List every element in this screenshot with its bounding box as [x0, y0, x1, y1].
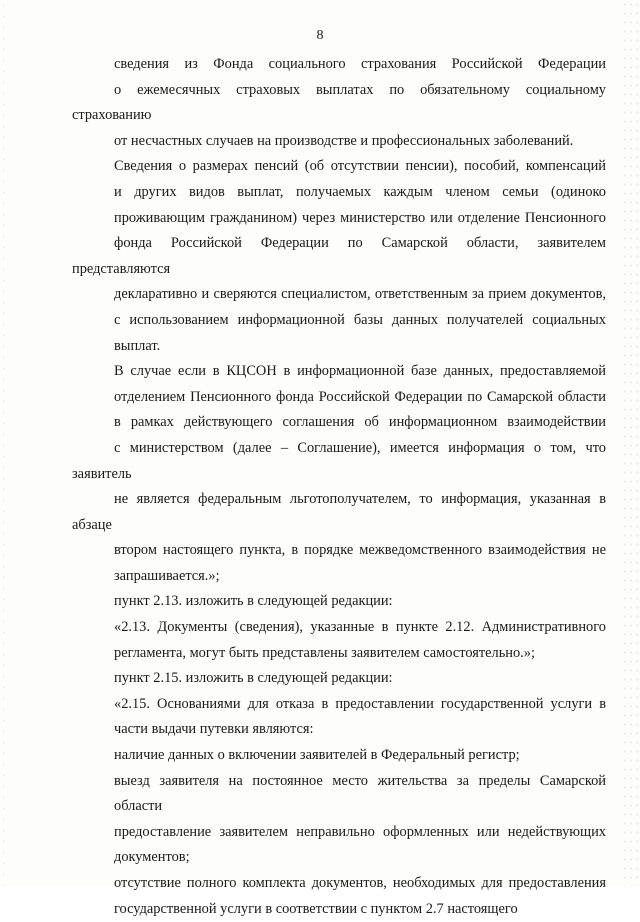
text-line: пункт 2.15. изложить в следующей редакции:: [114, 670, 393, 687]
text-line: фонда Российской Федерации по Самарской области, заявителем представляются: [72, 235, 606, 277]
text-line: не является федеральным льготополучателем, то информация, указанная в абзаце: [72, 491, 606, 533]
document-body: [72, 52, 606, 922]
paragraph: [72, 615, 606, 666]
text-line: отсутствие полного комплекта документов, необходимых для предоставления: [114, 875, 606, 891]
text-line: сведения из Фонда социального страхования Российской Федерации: [114, 56, 606, 72]
text-line: части выдачи путевки являются:: [114, 721, 314, 738]
text-line: предоставление заявителем неправильно оформленных или недействующих: [114, 823, 606, 840]
text-line: регламента, могут быть представлены заявителем самостоятельно.»;: [114, 644, 535, 661]
text-line: «2.13. Документы (сведения), указанные в пункте 2.12. Административного: [114, 619, 606, 636]
text-line: В случае если в КЦСОН в информационной базе данных, предоставляемой: [114, 363, 606, 380]
paragraph: [72, 769, 606, 820]
text-line: документов;: [114, 849, 190, 866]
text-line: государственной услуги в соответствии с пунктом 2.7 настоящего: [114, 900, 518, 917]
paragraph: [72, 871, 606, 922]
text-line: «2.15. Основаниями для отказа в предоставлении государственной услуги в: [114, 695, 606, 712]
text-line: с использованием информационной базы данных получателей социальных: [114, 311, 606, 328]
text-line: области: [114, 798, 163, 815]
text-line: проживающим гражданином) через министерство или отделение Пенсионного: [114, 209, 606, 226]
text-line: запрашивается.»;: [114, 567, 220, 584]
scan-noise-right: [622, 0, 640, 886]
page-number: 8: [316, 28, 324, 43]
text-line: наличие данных о включении заявителей в Федеральный регистр;: [114, 747, 520, 764]
text-line: пункт 2.13. изложить в следующей редакции:: [114, 593, 393, 610]
paragraph: [72, 589, 606, 615]
text-line: с министерством (далее – Соглашение), имеется информация о том, что заявитель: [72, 439, 606, 482]
text-line: о ежемесячных страховых выплатах по обязательному социальному страхованию: [72, 81, 606, 124]
paragraph: [72, 692, 606, 743]
scan-noise-left: [0, 0, 10, 886]
paragraph: [72, 666, 606, 692]
text-line: и других видов выплат, получаемых каждым членом семьи (одиноко: [114, 183, 606, 200]
text-line: Сведения о размерах пенсий (об отсутствии пенсии), пособий, компенсаций: [114, 158, 606, 175]
text-line: декларативно и сверяются специалистом, ответственным за прием документов,: [114, 286, 606, 303]
text-line: выплат.: [114, 337, 161, 354]
text-line: выезд заявителя на постоянное место жительства за пределы Самарской: [114, 772, 606, 789]
paragraph: [72, 820, 606, 871]
paragraph: [72, 52, 606, 154]
paragraph: [72, 154, 606, 359]
paragraph: [72, 359, 606, 589]
paragraph: [72, 743, 606, 769]
text-line: в рамках действующего соглашения об информационном взаимодействии: [114, 414, 606, 431]
text-line: от несчастных случаев на производстве и профессиональных заболеваний.: [114, 132, 574, 149]
text-line: втором настоящего пункта, в порядке межведомственного взаимодействия не: [114, 542, 606, 559]
text-line: отделением Пенсионного фонда Российской Федерации по Самарской области: [114, 388, 606, 405]
